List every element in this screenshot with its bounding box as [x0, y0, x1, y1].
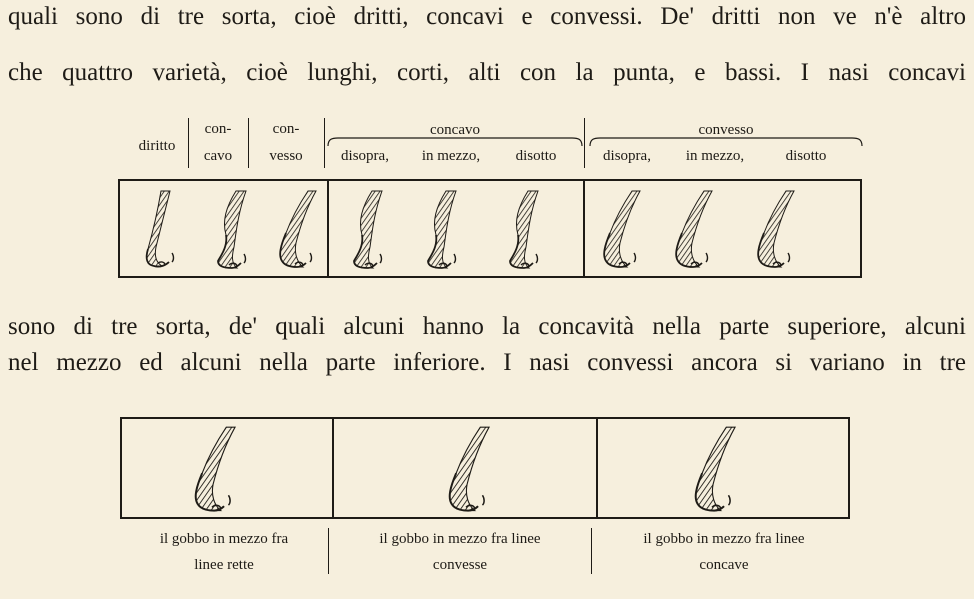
label-convesso-in-mezzo: in mezzo, — [685, 148, 745, 164]
caption-3-line-b: concave — [699, 557, 749, 573]
nose-concave-top-icon — [342, 189, 392, 271]
nose-hump-straight-icon — [184, 425, 240, 515]
text-line-4: nel mezzo ed alcuni nella parte inferiore. I nasi convessi ancora si variano in tre — [8, 349, 966, 376]
brace-concavo — [326, 133, 584, 147]
text-line-2: che quattro varietà, cioè lunghi, corti, alti con la punta, e bassi. I nasi concavi — [8, 59, 966, 86]
label-concavo-in-mezzo: in mezzo, — [421, 148, 481, 164]
label-concavo-disotto: disotto — [515, 148, 557, 164]
label-concavo-b: cavo — [203, 148, 233, 164]
label-concavo-disopra: disopra, — [341, 148, 389, 164]
figure-divider — [596, 419, 598, 517]
caption-1-line-a: il gobbo in mezzo fra — [159, 531, 289, 547]
label-convesso-disopra: disopra, — [603, 148, 651, 164]
nose-convex-top-icon — [594, 189, 644, 271]
text-line-3: sono di tre sorta, de' quali alcuni hanno la concavità nella parte superiore, alcuni — [8, 313, 966, 340]
group-label-convesso: convesso — [698, 122, 754, 138]
caption-1-line-b: linee rette — [194, 557, 254, 573]
nose-convex-middle-icon — [666, 189, 716, 271]
label-diritto: diritto — [138, 138, 176, 154]
figure-divider — [327, 181, 329, 276]
group-label-concavo: concavo — [430, 122, 480, 138]
nose-convex-bottom-icon — [748, 189, 798, 271]
caption-2-line-b: convesse — [432, 557, 488, 573]
label-convesso-b: vesso — [269, 148, 303, 164]
header-divider — [584, 118, 585, 168]
figure-divider — [332, 419, 334, 517]
caption-divider — [591, 528, 592, 574]
nose-hump-convex-icon — [438, 425, 494, 515]
brace-convesso — [588, 133, 864, 147]
label-concavo-a: con- — [204, 121, 232, 137]
figure-2-frame — [120, 417, 850, 519]
nose-concave-middle-icon — [416, 189, 466, 271]
text-line-1: quali sono di tre sorta, cioè dritti, concavi e convessi. De' dritti non ve n'è altro — [8, 3, 966, 30]
header-divider — [324, 118, 325, 168]
figure-1-frame — [118, 179, 862, 278]
caption-3-line-a: il gobbo in mezzo fra linee — [643, 531, 805, 547]
nose-concave-icon — [206, 189, 256, 271]
nose-hump-concave-icon — [684, 425, 740, 515]
nose-straight-icon — [136, 189, 186, 271]
caption-2-line-a: il gobbo in mezzo fra linee — [379, 531, 541, 547]
header-divider — [248, 118, 249, 168]
figure-divider — [583, 181, 585, 276]
header-divider — [188, 118, 189, 168]
caption-divider — [328, 528, 329, 574]
label-convesso-a: con- — [272, 121, 300, 137]
label-convesso-disotto: disotto — [785, 148, 827, 164]
nose-concave-bottom-icon — [498, 189, 548, 271]
nose-convex-icon — [270, 189, 320, 271]
